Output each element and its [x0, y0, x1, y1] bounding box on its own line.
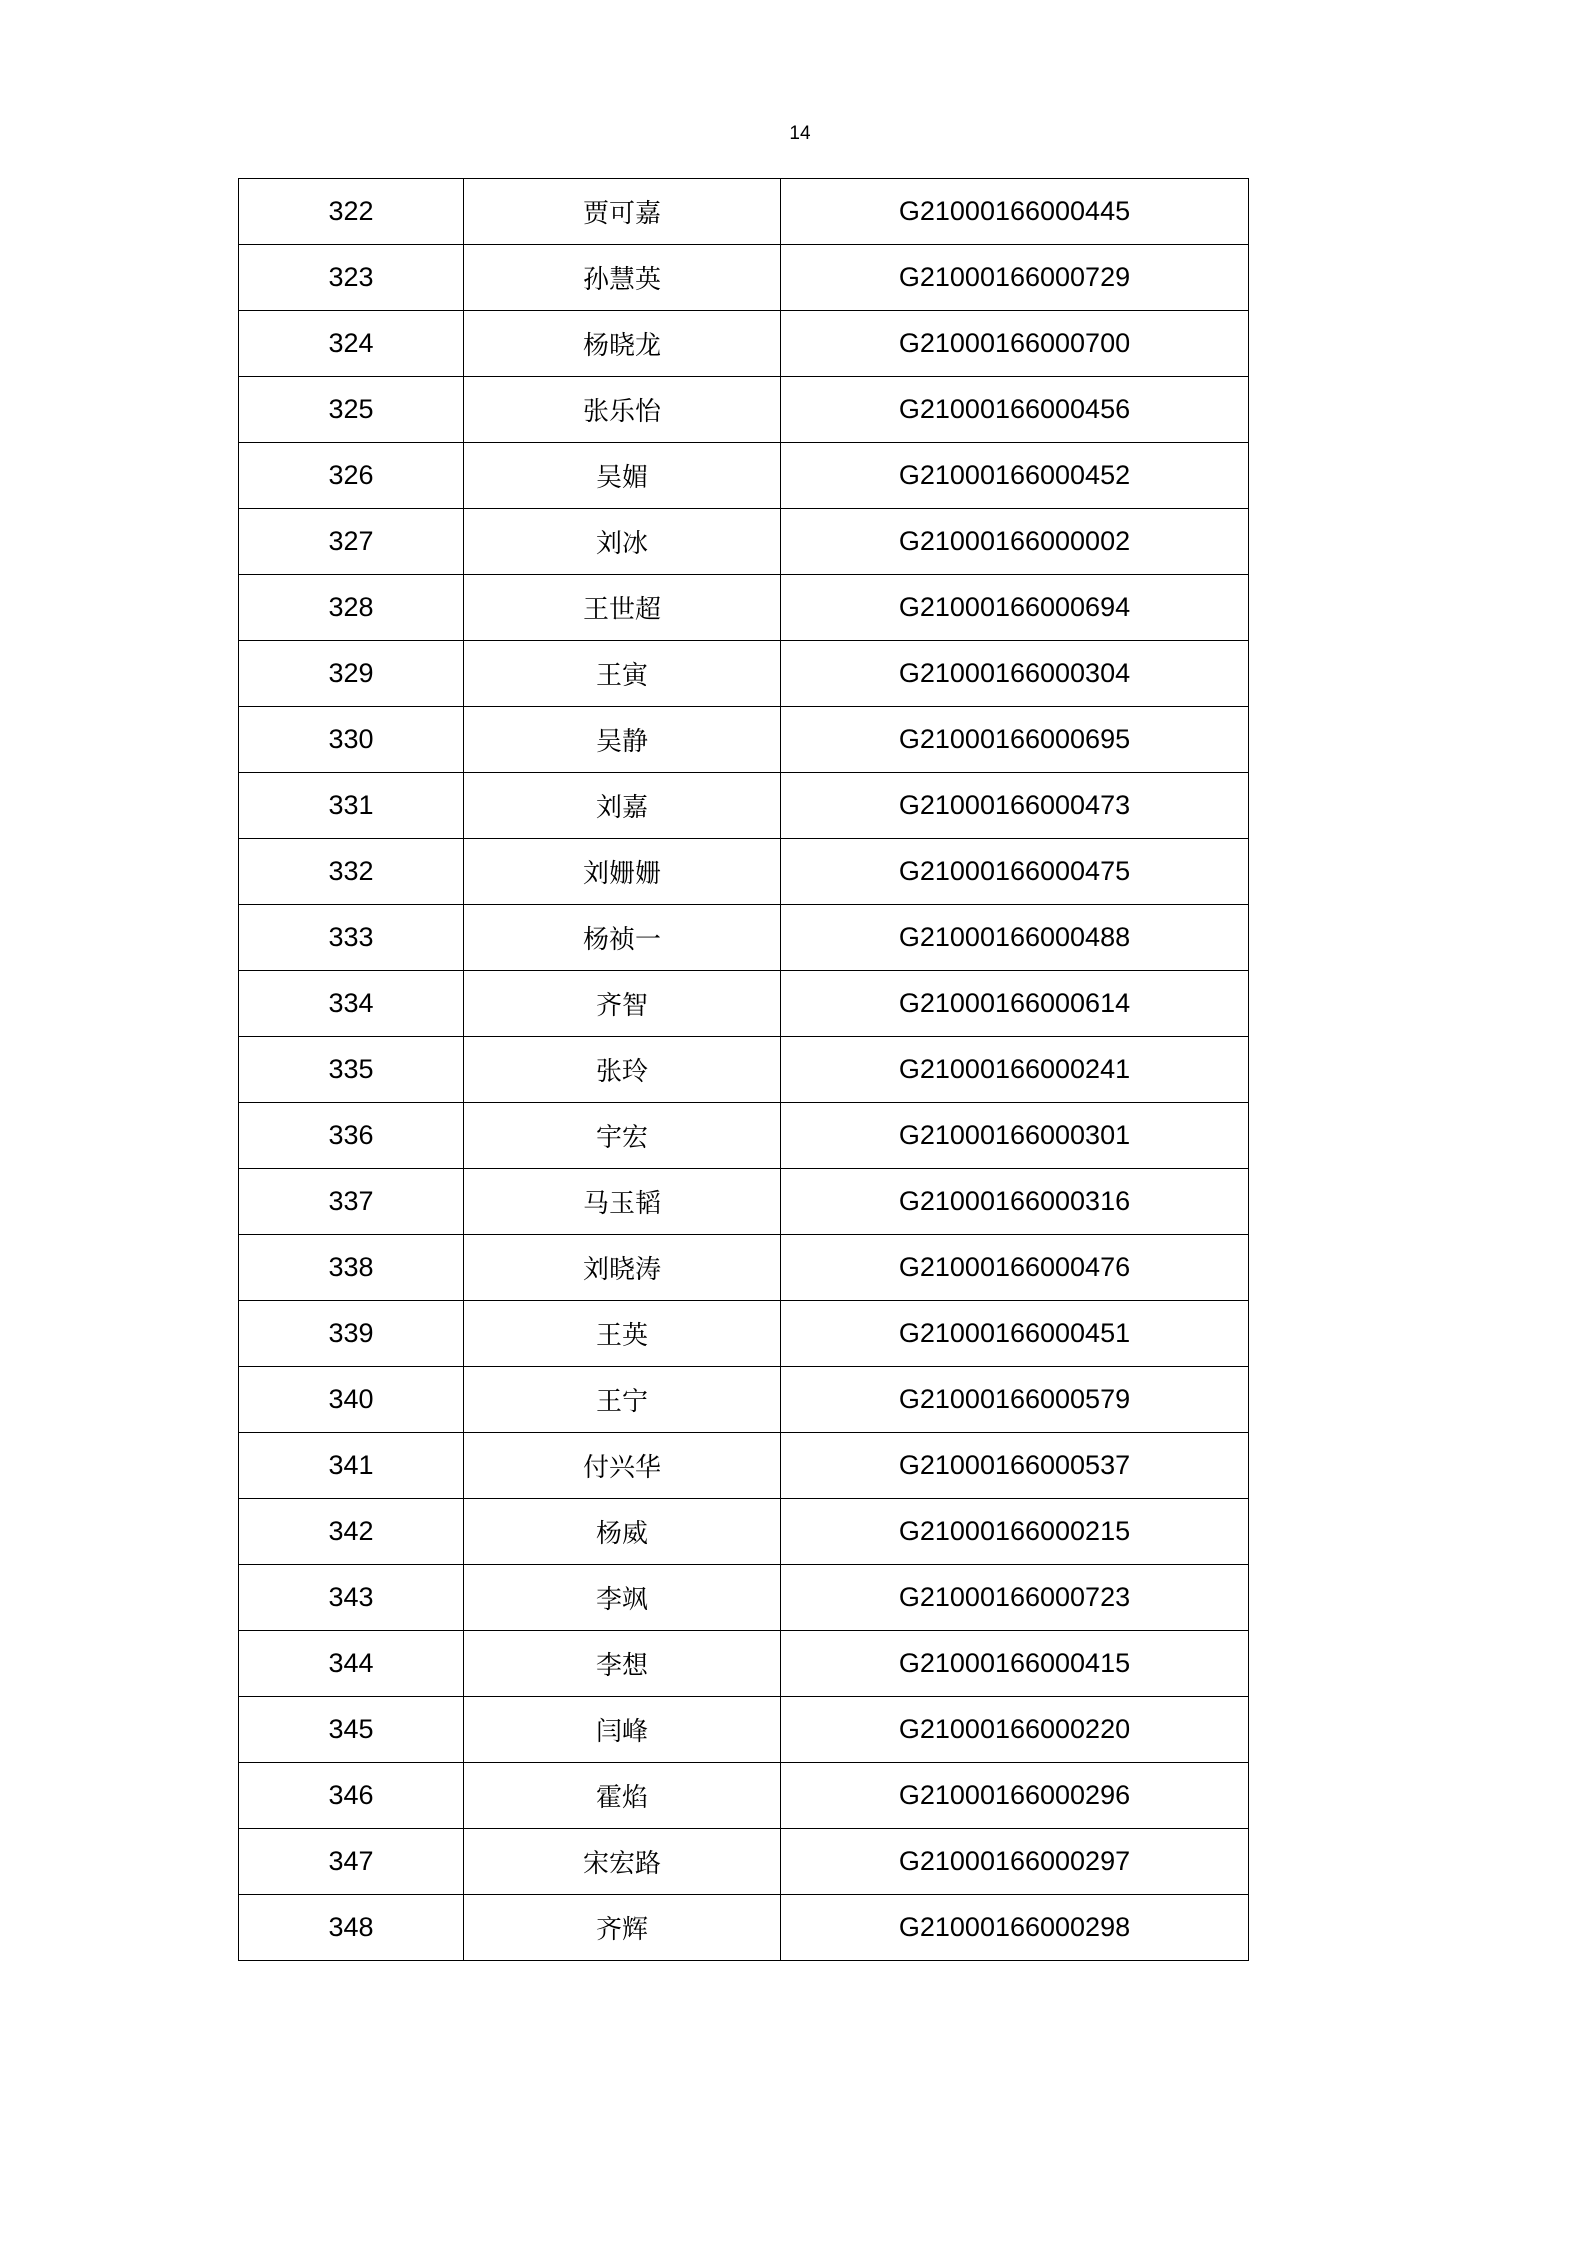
registration-code-cell: G21000166000614 [781, 971, 1249, 1037]
table-row [239, 1565, 1249, 1631]
registration-code-cell: G21000166000579 [781, 1367, 1249, 1433]
registration-code-cell: G21000166000723 [781, 1565, 1249, 1631]
registration-code-cell: G21000166000220 [781, 1697, 1249, 1763]
table-row [239, 1301, 1249, 1367]
person-name-cell: 吴媚 [464, 443, 781, 509]
person-name-cell: 吴静 [464, 707, 781, 773]
row-index-cell: 348 [239, 1895, 464, 1961]
registration-code-cell: G21000166000473 [781, 773, 1249, 839]
table-row [239, 1697, 1249, 1763]
table-row [239, 905, 1249, 971]
person-name-cell: 李飒 [464, 1565, 781, 1631]
row-index-cell: 341 [239, 1433, 464, 1499]
person-name-cell: 张玲 [464, 1037, 781, 1103]
registration-code-cell: G21000166000456 [781, 377, 1249, 443]
table-row [239, 1499, 1249, 1565]
registration-code-cell: G21000166000415 [781, 1631, 1249, 1697]
table-row [239, 311, 1249, 377]
table-row [239, 1433, 1249, 1499]
row-index-cell: 345 [239, 1697, 464, 1763]
page-number: 14 [789, 123, 811, 144]
row-index-cell: 330 [239, 707, 464, 773]
person-name-cell: 宋宏路 [464, 1829, 781, 1895]
row-index-cell: 340 [239, 1367, 464, 1433]
table-row [239, 575, 1249, 641]
person-name-cell: 马玉韬 [464, 1169, 781, 1235]
person-name-cell: 齐辉 [464, 1895, 781, 1961]
registration-code-cell: G21000166000304 [781, 641, 1249, 707]
person-name-cell: 王英 [464, 1301, 781, 1367]
registration-code-cell: G21000166000475 [781, 839, 1249, 905]
row-index-cell: 339 [239, 1301, 464, 1367]
row-index-cell: 336 [239, 1103, 464, 1169]
table-row [239, 773, 1249, 839]
row-index-cell: 327 [239, 509, 464, 575]
registration-code-cell: G21000166000002 [781, 509, 1249, 575]
person-name-cell: 杨晓龙 [464, 311, 781, 377]
registration-code-cell: G21000166000297 [781, 1829, 1249, 1895]
row-index-cell: 326 [239, 443, 464, 509]
row-index-cell: 342 [239, 1499, 464, 1565]
row-index-cell: 329 [239, 641, 464, 707]
row-index-cell: 332 [239, 839, 464, 905]
row-index-cell: 335 [239, 1037, 464, 1103]
person-name-cell: 刘嘉 [464, 773, 781, 839]
row-index-cell: 343 [239, 1565, 464, 1631]
person-name-cell: 李想 [464, 1631, 781, 1697]
registration-code-cell: G21000166000298 [781, 1895, 1249, 1961]
person-name-cell: 宇宏 [464, 1103, 781, 1169]
table-row [239, 1235, 1249, 1301]
person-name-cell: 刘姗姗 [464, 839, 781, 905]
person-name-cell: 张乐怡 [464, 377, 781, 443]
registration-code-cell: G21000166000215 [781, 1499, 1249, 1565]
row-index-cell: 338 [239, 1235, 464, 1301]
person-name-cell: 杨祯一 [464, 905, 781, 971]
table-row [239, 1367, 1249, 1433]
registration-code-cell: G21000166000316 [781, 1169, 1249, 1235]
registration-code-cell: G21000166000301 [781, 1103, 1249, 1169]
registration-code-cell: G21000166000488 [781, 905, 1249, 971]
table-row [239, 1763, 1249, 1829]
registration-code-cell: G21000166000451 [781, 1301, 1249, 1367]
table-row [239, 509, 1249, 575]
table-row [239, 1037, 1249, 1103]
row-index-cell: 333 [239, 905, 464, 971]
table-row [239, 707, 1249, 773]
row-index-cell: 323 [239, 245, 464, 311]
person-name-cell: 付兴华 [464, 1433, 781, 1499]
person-name-cell: 闫峰 [464, 1697, 781, 1763]
registration-code-cell: G21000166000452 [781, 443, 1249, 509]
table-row [239, 443, 1249, 509]
row-index-cell: 334 [239, 971, 464, 1037]
registration-code-cell: G21000166000241 [781, 1037, 1249, 1103]
table-row [239, 1631, 1249, 1697]
table-row [239, 1169, 1249, 1235]
registration-code-cell: G21000166000694 [781, 575, 1249, 641]
registration-code-cell: G21000166000695 [781, 707, 1249, 773]
person-name-cell: 王宁 [464, 1367, 781, 1433]
person-name-cell: 孙慧英 [464, 245, 781, 311]
table-row [239, 1829, 1249, 1895]
row-index-cell: 331 [239, 773, 464, 839]
table-row [239, 1103, 1249, 1169]
table-row [239, 641, 1249, 707]
person-name-cell: 齐智 [464, 971, 781, 1037]
row-index-cell: 346 [239, 1763, 464, 1829]
person-name-cell: 王世超 [464, 575, 781, 641]
registration-code-cell: G21000166000729 [781, 245, 1249, 311]
roster-table [238, 178, 1249, 1961]
person-name-cell: 刘晓涛 [464, 1235, 781, 1301]
table-row [239, 377, 1249, 443]
person-name-cell: 霍焰 [464, 1763, 781, 1829]
registration-code-cell: G21000166000476 [781, 1235, 1249, 1301]
row-index-cell: 324 [239, 311, 464, 377]
row-index-cell: 328 [239, 575, 464, 641]
person-name-cell: 王寅 [464, 641, 781, 707]
row-index-cell: 325 [239, 377, 464, 443]
row-index-cell: 347 [239, 1829, 464, 1895]
table-row [239, 179, 1249, 245]
registration-code-cell: G21000166000296 [781, 1763, 1249, 1829]
registration-code-cell: G21000166000700 [781, 311, 1249, 377]
person-name-cell: 杨威 [464, 1499, 781, 1565]
person-name-cell: 刘冰 [464, 509, 781, 575]
registration-code-cell: G21000166000537 [781, 1433, 1249, 1499]
table-row [239, 1895, 1249, 1961]
row-index-cell: 322 [239, 179, 464, 245]
table-row [239, 971, 1249, 1037]
person-name-cell: 贾可嘉 [464, 179, 781, 245]
registration-code-cell: G21000166000445 [781, 179, 1249, 245]
roster-table-body [239, 179, 1249, 1961]
row-index-cell: 344 [239, 1631, 464, 1697]
row-index-cell: 337 [239, 1169, 464, 1235]
table-row [239, 839, 1249, 905]
table-row [239, 245, 1249, 311]
